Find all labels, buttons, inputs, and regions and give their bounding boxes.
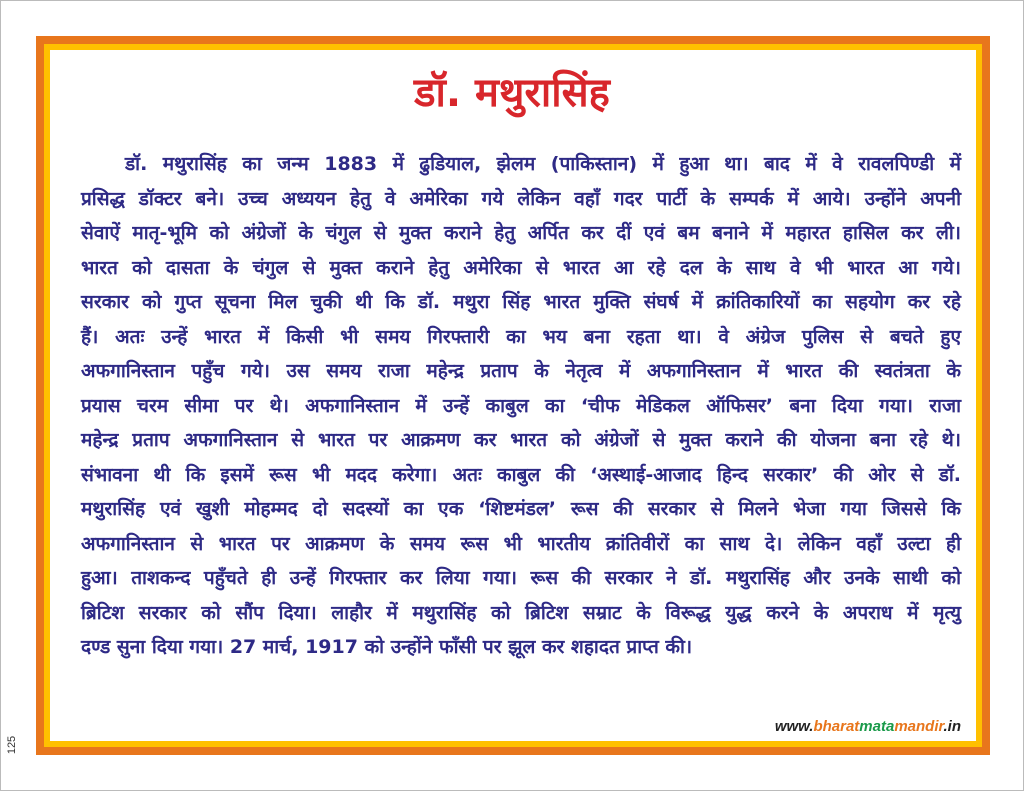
text-line: भारत को दासता के चंगुल से मुक्त कराने हेतु अमेरिका से भारत आ रहे दल के साथ वे भी भारत आ गये। — [81, 256, 961, 279]
text-line: मथुरासिंह एवं खुशी मोहम्मद दो सदस्यों का एक ‘शिष्टमंडल’ रूस की सरकार से मिलने भेजा गया जिससे कि — [81, 498, 961, 520]
page-number: 125 — [6, 735, 19, 755]
biography-text — [81, 147, 961, 665]
text-line: दण्ड सुना दिया गया। 27 मार्च, 1917 को उन्होंने फाँसी पर झूल कर शहादत प्राप्त की। — [81, 636, 693, 658]
page-title: डॉ. मथुरासिंह — [414, 70, 610, 116]
text-line: प्रसिद्ध डॉक्टर बने। उच्च अध्ययन हेतु वे अमेरिका गये लेकिन वहाँ गदर पार्टी के सम्पर्क में आये। उन्होंने अपनी — [81, 187, 961, 210]
text-line: संभावना थी कि इसमें रूस भी मदद करेगा। अतः काबुल की ‘अस्थाई-आजाद हिन्द सरकार’ की ओर से डॉ. — [81, 463, 962, 486]
text-line: सेवाऐं मातृ-भूमि को अंग्रेजों के चंगुल से मुक्त कराने हेतु अर्पित कर दीं एवं बम बनाने में महारत हासिल कर ली। — [81, 222, 961, 244]
website-mandir: mandir — [894, 718, 944, 735]
text-line: ब्रिटिश सरकार को सौंप दिया। लाहौर में मथुरासिंह को ब्रिटिश सम्राट के विरूद्ध युद्ध करने के अपराध में मृत्यु — [81, 601, 961, 624]
website-prefix: www. — [774, 718, 814, 735]
website-mata: mata — [859, 718, 895, 735]
text-line: अफगानिस्तान पहुँच गये। उस समय राजा महेन्द्र प्रताप के नेतृत्व में अफगानिस्तान में भारत की स्वतंत्रता के — [81, 360, 961, 382]
text-line: हैं। अतः उन्हें भारत में किसी भी समय गिरफ्तारी का भय बना रहता था। वे अंग्रेज पुलिस से बचते हुए — [81, 325, 961, 348]
website-suffix: .in — [943, 718, 961, 735]
text-line: हुआ। ताशकन्द पहुँचते ही उन्हें गिरफ्तार कर लिया गया। रूस की सरकार ने डॉ. मथुरासिंह और उनके साथी को — [81, 567, 961, 589]
website-url — [775, 718, 961, 735]
text-line: सरकार को गुप्त सूचना मिल चुकी थी कि डॉ. मथुरा सिंह भारत मुक्ति संघर्ष में क्रांतिकारियों का सहयोग कर रहे — [81, 291, 961, 313]
text-line: महेन्द्र प्रताप अफगानिस्तान से भारत पर आक्रमण कर भारत को अंग्रेजों से मुक्त कराने की योजना बना रहे थे। — [81, 429, 961, 451]
text-line: अफगानिस्तान से भारत पर आक्रमण के समय रूस भी भारतीय क्रांतिवीरों का साथ दे। लेकिन वहाँ उल्टा ही — [81, 532, 961, 555]
website-bharat: bharat — [813, 718, 860, 735]
text-line: डॉ. मथुरासिंह का जन्म 1883 में ढुडियाल, झेलम (पाकिस्तान) में हुआ था। बाद में वे रावलपिण्डी में — [125, 153, 961, 175]
text-line: प्रयास चरम सीमा पर थे। अफगानिस्तान में उन्हें काबुल का ‘चीफ मेडिकल ऑफिसर’ बना दिया गया। राजा — [81, 394, 961, 417]
